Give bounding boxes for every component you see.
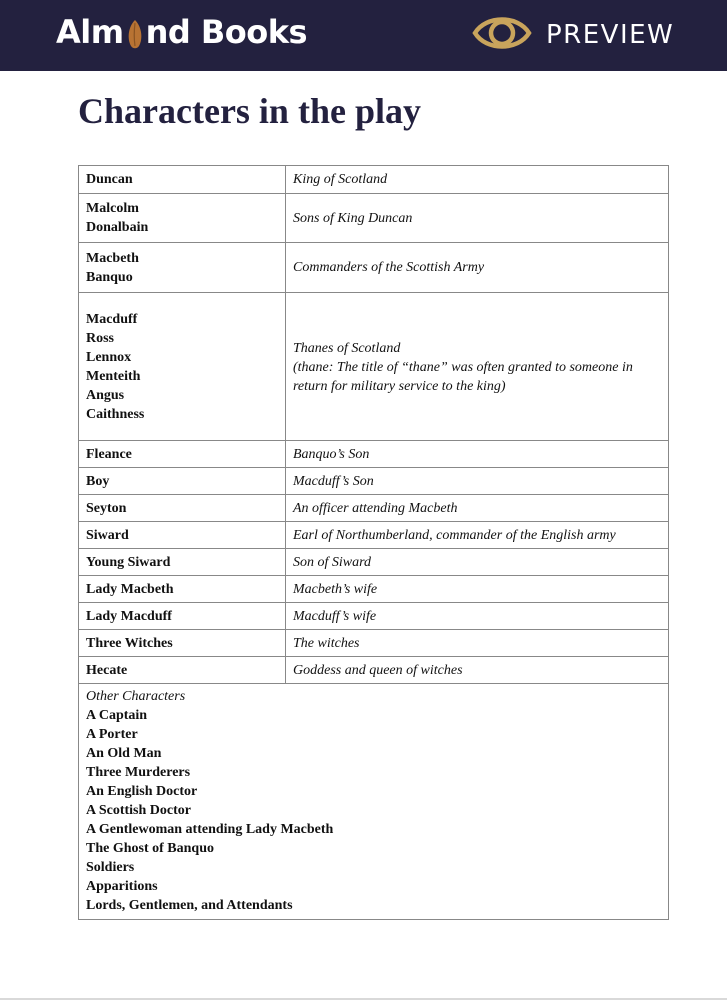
table-row <box>79 468 669 495</box>
list-item: The Ghost of Banquo <box>86 841 214 856</box>
character-description: Goddess and queen of witches <box>286 657 669 684</box>
other-characters-title: Other Characters <box>86 689 186 704</box>
character-names: Macduff Ross Lennox Menteith Angus Caithness <box>79 293 286 441</box>
table-row <box>79 657 669 684</box>
character-description: King of Scotland <box>286 166 669 194</box>
almond-icon <box>125 18 145 48</box>
table-row <box>79 576 669 603</box>
table-row <box>79 522 669 549</box>
list-item: An English Doctor <box>86 784 198 799</box>
table-row <box>79 549 669 576</box>
character-names: Malcolm Donalbain <box>79 194 286 243</box>
preview-badge <box>472 9 674 61</box>
character-description: Macduff’s wife <box>286 603 669 630</box>
character-names: Boy <box>79 468 286 495</box>
table-row <box>79 495 669 522</box>
character-names: Duncan <box>79 166 286 194</box>
character-names: Siward <box>79 522 286 549</box>
top-bar <box>0 0 727 71</box>
character-description: Son of Siward <box>286 549 669 576</box>
character-description: Macduff’s Son <box>286 468 669 495</box>
list-item: A Scottish Doctor <box>86 803 191 818</box>
character-description: The witches <box>286 630 669 657</box>
character-names: Fleance <box>79 441 286 468</box>
table-row <box>79 166 669 194</box>
other-characters-list <box>86 706 661 915</box>
character-description: Commanders of the Scottish Army <box>286 243 669 293</box>
characters-table <box>78 165 669 920</box>
character-names: Seyton <box>79 495 286 522</box>
list-item: Lords, Gentlemen, and Attendants <box>86 898 293 913</box>
table-row <box>79 441 669 468</box>
character-description: Macbeth’s wife <box>286 576 669 603</box>
character-names: Young Siward <box>79 549 286 576</box>
character-names: Lady Macbeth <box>79 576 286 603</box>
preview-label: PREVIEW <box>546 20 675 50</box>
character-names: Macbeth Banquo <box>79 243 286 293</box>
character-names: Hecate <box>79 657 286 684</box>
list-item: A Porter <box>86 727 138 742</box>
list-item: A Captain <box>86 708 148 723</box>
list-item: An Old Man <box>86 746 162 761</box>
character-description: Banquo’s Son <box>286 441 669 468</box>
table-row <box>79 630 669 657</box>
table-row <box>79 603 669 630</box>
list-item: A Gentlewoman attending Lady Macbeth <box>86 822 334 837</box>
table-row <box>79 243 669 293</box>
list-item: Soldiers <box>86 860 135 875</box>
table-row <box>79 194 669 243</box>
list-item: Apparitions <box>86 879 158 894</box>
table-row <box>79 684 669 920</box>
list-item: Three Murderers <box>86 765 191 780</box>
logo-text-end: nd Books <box>145 13 308 51</box>
character-description: Earl of Northumberland, commander of the English army <box>286 522 669 549</box>
eye-icon <box>472 11 532 60</box>
character-description: An officer attending Macbeth <box>286 495 669 522</box>
character-description: Sons of King Duncan <box>286 194 669 243</box>
page-title: Characters in the play <box>78 91 421 131</box>
character-description: Thanes of Scotland (thane: The title of “thane” was often granted to someone in return for military service to the king) <box>286 293 669 441</box>
other-characters-cell <box>79 684 669 920</box>
character-names: Three Witches <box>79 630 286 657</box>
logo-text-start: Alm <box>56 13 124 51</box>
character-names: Lady Macduff <box>79 603 286 630</box>
brand-logo[interactable] <box>56 12 307 52</box>
table-row <box>79 293 669 441</box>
